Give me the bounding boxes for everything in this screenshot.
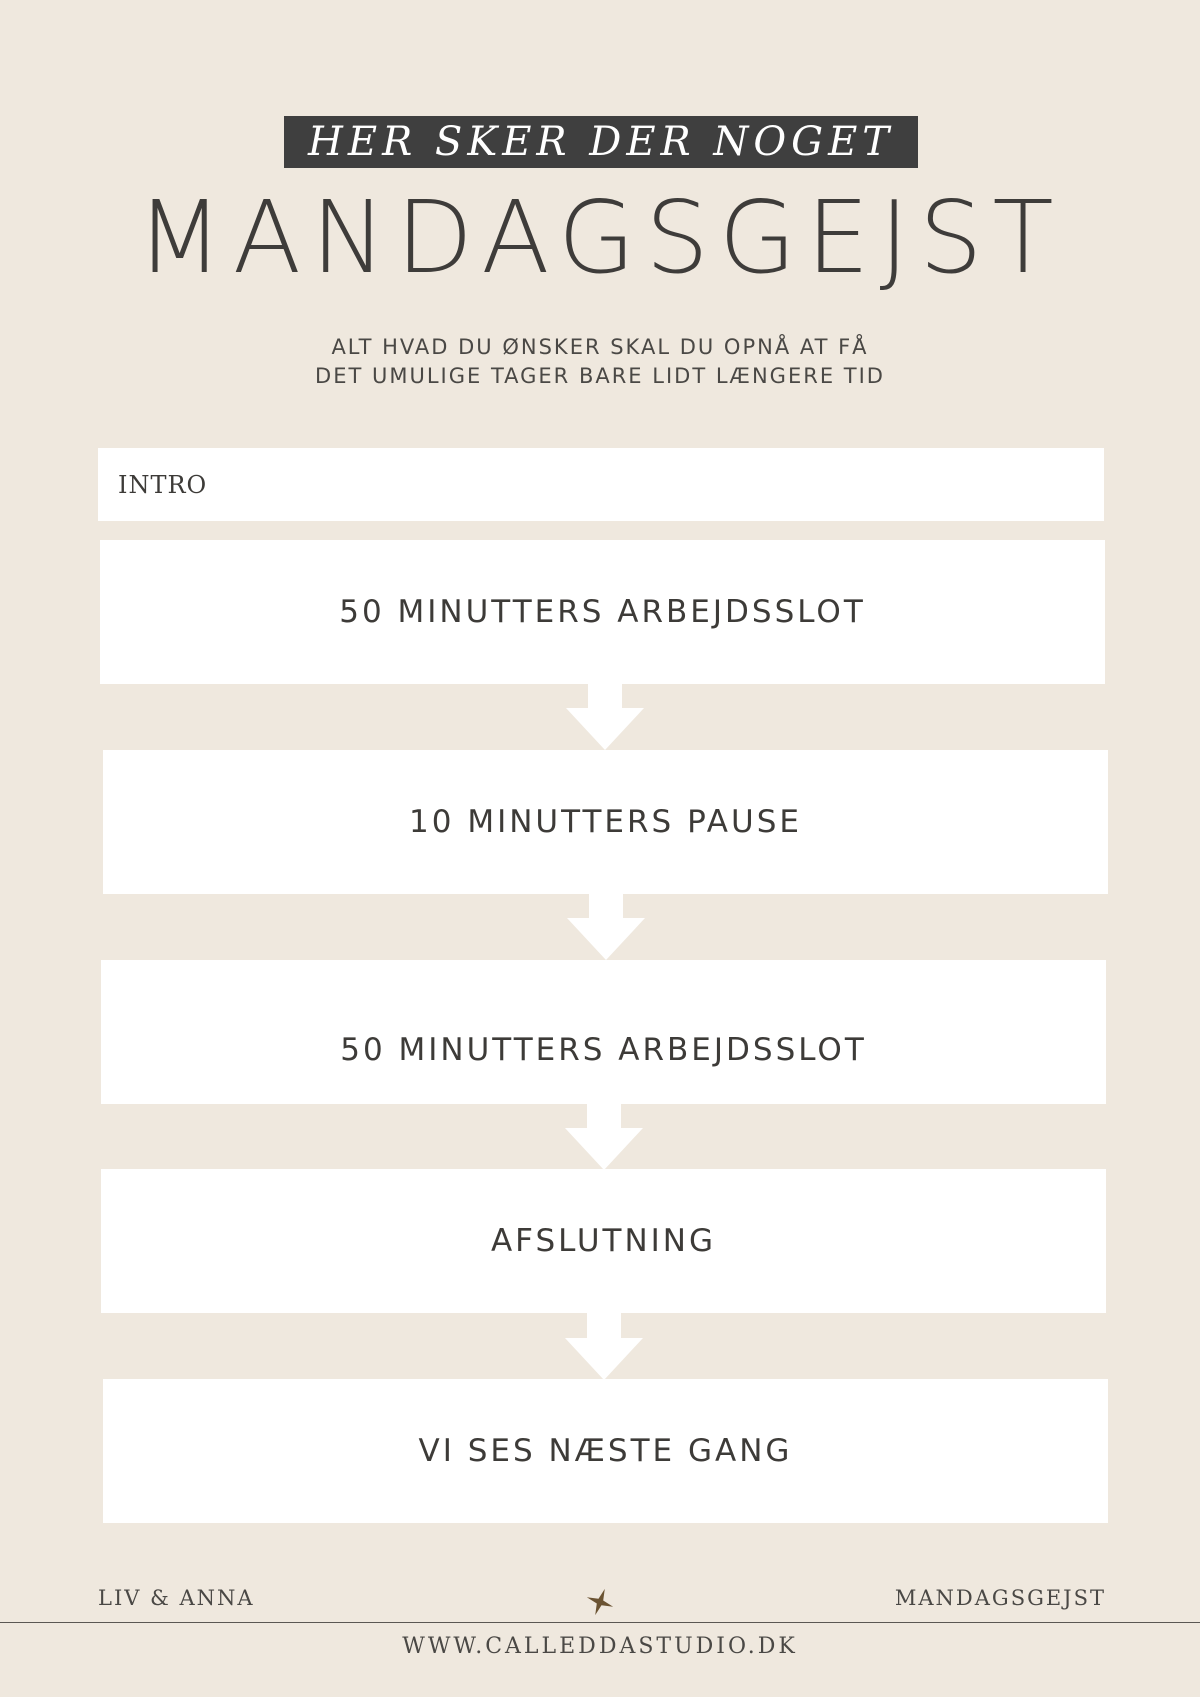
page-title: MANDAGSGEJST [136,179,1064,296]
four-point-star-icon [586,1588,614,1616]
agenda-step-label: AFSLUTNING [490,1223,717,1259]
subtitle-line-1: ALT HVAD DU ØNSKER SKAL DU OPNÅ AT FÅ [331,335,869,359]
agenda-step-4 [101,1169,1106,1313]
arrow-down-icon [567,892,645,960]
arrow-down-icon [566,682,644,750]
intro-box [98,448,1104,521]
agenda-step-label: 50 MINUTTERS ARBEJDSSLOT [340,1032,867,1068]
subtitle-line-2: DET UMULIGE TAGER BARE LIDT LÆNGERE TID [315,364,885,388]
intro-label: INTRO [118,470,208,499]
arrow-down-icon [565,1102,643,1170]
agenda-step-label: VI SES NÆSTE GANG [418,1433,793,1469]
agenda-step-label: 10 MINUTTERS PAUSE [409,804,802,840]
agenda-step-5 [103,1379,1108,1523]
footer-authors: LIV & ANNA [98,1586,255,1610]
footer-brand: MANDAGSGEJST [894,1586,1106,1610]
agenda-step-2 [103,750,1108,894]
agenda-step-label: 50 MINUTTERS ARBEJDSSLOT [339,594,866,630]
footer-divider [0,1622,1200,1623]
footer-website: WWW.CALLEDDASTUDIO.DK [402,1634,798,1659]
banner-text: HER SKER DER NOGET [308,119,894,165]
header-banner [284,116,918,168]
arrow-down-icon [565,1312,643,1380]
agenda-step-3 [101,960,1106,1104]
agenda-step-1 [100,540,1105,684]
